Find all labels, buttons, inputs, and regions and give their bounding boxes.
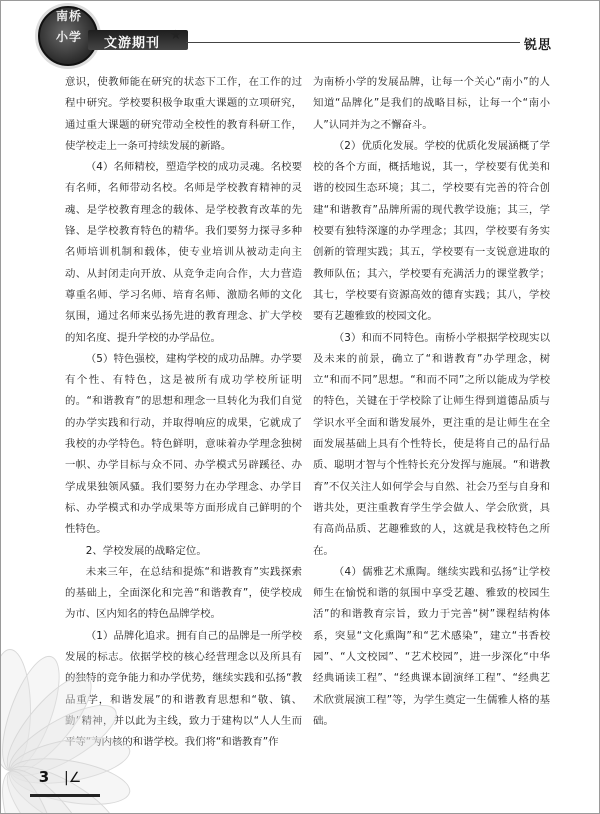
paragraph: （1）品牌化追求。拥有自己的品牌是一所学校发展的标志。依据学校的核心经营理念以及所具有的独特的竞争能力和办学优势，继续实践和弘扬“教品重学，和谐发展”的和谐教育思想和“敬、镇、勤”精神，并以此为主线，致力于建构以“人人生而平等”为内核的和谐学校。我们将“和谐教育”作	[65, 629, 302, 749]
page-ornament: |∠	[64, 770, 82, 786]
paragraph: 为南桥小学的发展品牌，让每一个关心“南小”的人知道“品牌化”是我们的战略目标，让每一个“南小人”认同并为之不懈奋斗。	[313, 76, 550, 131]
paragraph: （2）优质化发展。学校的优质化发展涵概了学校的各个方面，概括地说，其一，学校要有优美和谐的校园生态环境；其二，学校要有完善的符合创建“和谐教育”品牌所需的现代教学设施；其三，学校要有独特深邃的办学理念；其四，学校要有务实创新的管理实践；其五，学校要有一支锐意进取的教师队伍；其六，学校要有充满活力的课堂教学；其七，学校要有资源高效的德育实践；其八，学校要有艺趣雅致的校园文化。	[313, 139, 550, 323]
section-label: 锐思	[524, 38, 553, 53]
star-icon: ★	[170, 28, 182, 43]
paragraph: （4）名师精校，塑造学校的成功灵魂。名校要有名师，名师带动名校。名师是学校教育精神的灵魂、是学校教育理念的载体、是学校教育改革的先锋、是学校教育特色的精华。我们要努力探寻多种名师培训机制和载体，使专业培训从被动走向主动、从封闭走向开放、从竞争走向合作，大力营造尊重名师、学习名师、培育名师、激励名师的文化氛围，通过名师来弘扬先进的教育理念、扩大学校的知名度、提升学校的办学品位。	[65, 161, 302, 344]
right-text-column	[313, 72, 550, 732]
page-header	[0, 0, 600, 60]
paragraph: 未来三年，在总结和提炼“和谐教育”实践探索的基础上，全面深化和完善“和谐教育”，使学校成为市、区内知名的特色品牌学校。	[65, 565, 302, 621]
paragraph: 意识，使教师能在研究的状态下工作，在工作的过程中研究。学校要积极争取重大课题的立项研究，通过重大课题的研究带动全校性的教育科研工作，使学校走上一条可持续发展的新路。	[65, 76, 302, 152]
paragraph: （5）特色强校，建构学校的成功品牌。办学要有个性、有特色，这是被所有成功学校所证明的。“和谐教育”的思想和理念一旦转化为我们自觉的办学实践和行动，并取得响应的成果，它就成了我校的办学特色。特色鲜明，意味着办学理念独树一帜、办学目标与众不同、办学模式另辟蹊径、办学成果独领风骚。我们要努力在办学理念、办学目标、办学模式和办学成果等方面形成自己鲜明的个性特色。	[65, 352, 302, 536]
footer-rule	[30, 794, 100, 797]
paragraph: （3）和而不同特色。南桥小学根据学校现实以及未来的前景，确立了“和谐教育”办学理念，树立“和而不同”思想。“和而不同”之所以能成为学校的特色，关键在于学校除了让师生得到道德品质与学识水平全面和谐发展外，更注重的是让师生在全面发展基础上具有个性特长，使是将自己的品行品质、聪明才智与个性特长充分发挥与施展。“和谐教育”不仅关注人如何学会与自然、社会乃至与自身和谐共处，更注重教育学生学会做人、学会欣赏，具有高尚品质、艺趣雅致的人，这就是我校特色之所在。	[313, 331, 550, 557]
header-divider	[186, 42, 520, 43]
paragraph: （4）儒雅艺术熏陶。继续实践和弘扬“让学校师生在愉悦和谐的氛围中享受艺趣、雅致的校园生活”的和谐教育宗旨，致力于完善“树”课程结构体系，突显“文化熏陶”和“艺术感染”，建立“书香校园”、“人文校园”、“艺术校园”，进一步深化“中华经典诵读工程”、“经典课本剧演绎工程”、“经典艺术欣赏展演工程”等，为学生奠定一生儒雅人格的基础。	[313, 565, 550, 727]
logo-line-2: 小学	[55, 30, 82, 44]
flower-decoration	[0, 640, 190, 814]
logo-line-1: 南桥	[55, 9, 82, 23]
page-number: 3	[38, 768, 50, 786]
journal-title: 文游期刊	[104, 36, 161, 51]
paragraph: 2、学校发展的战略定位。	[85, 544, 207, 557]
logo-text	[52, 10, 86, 44]
